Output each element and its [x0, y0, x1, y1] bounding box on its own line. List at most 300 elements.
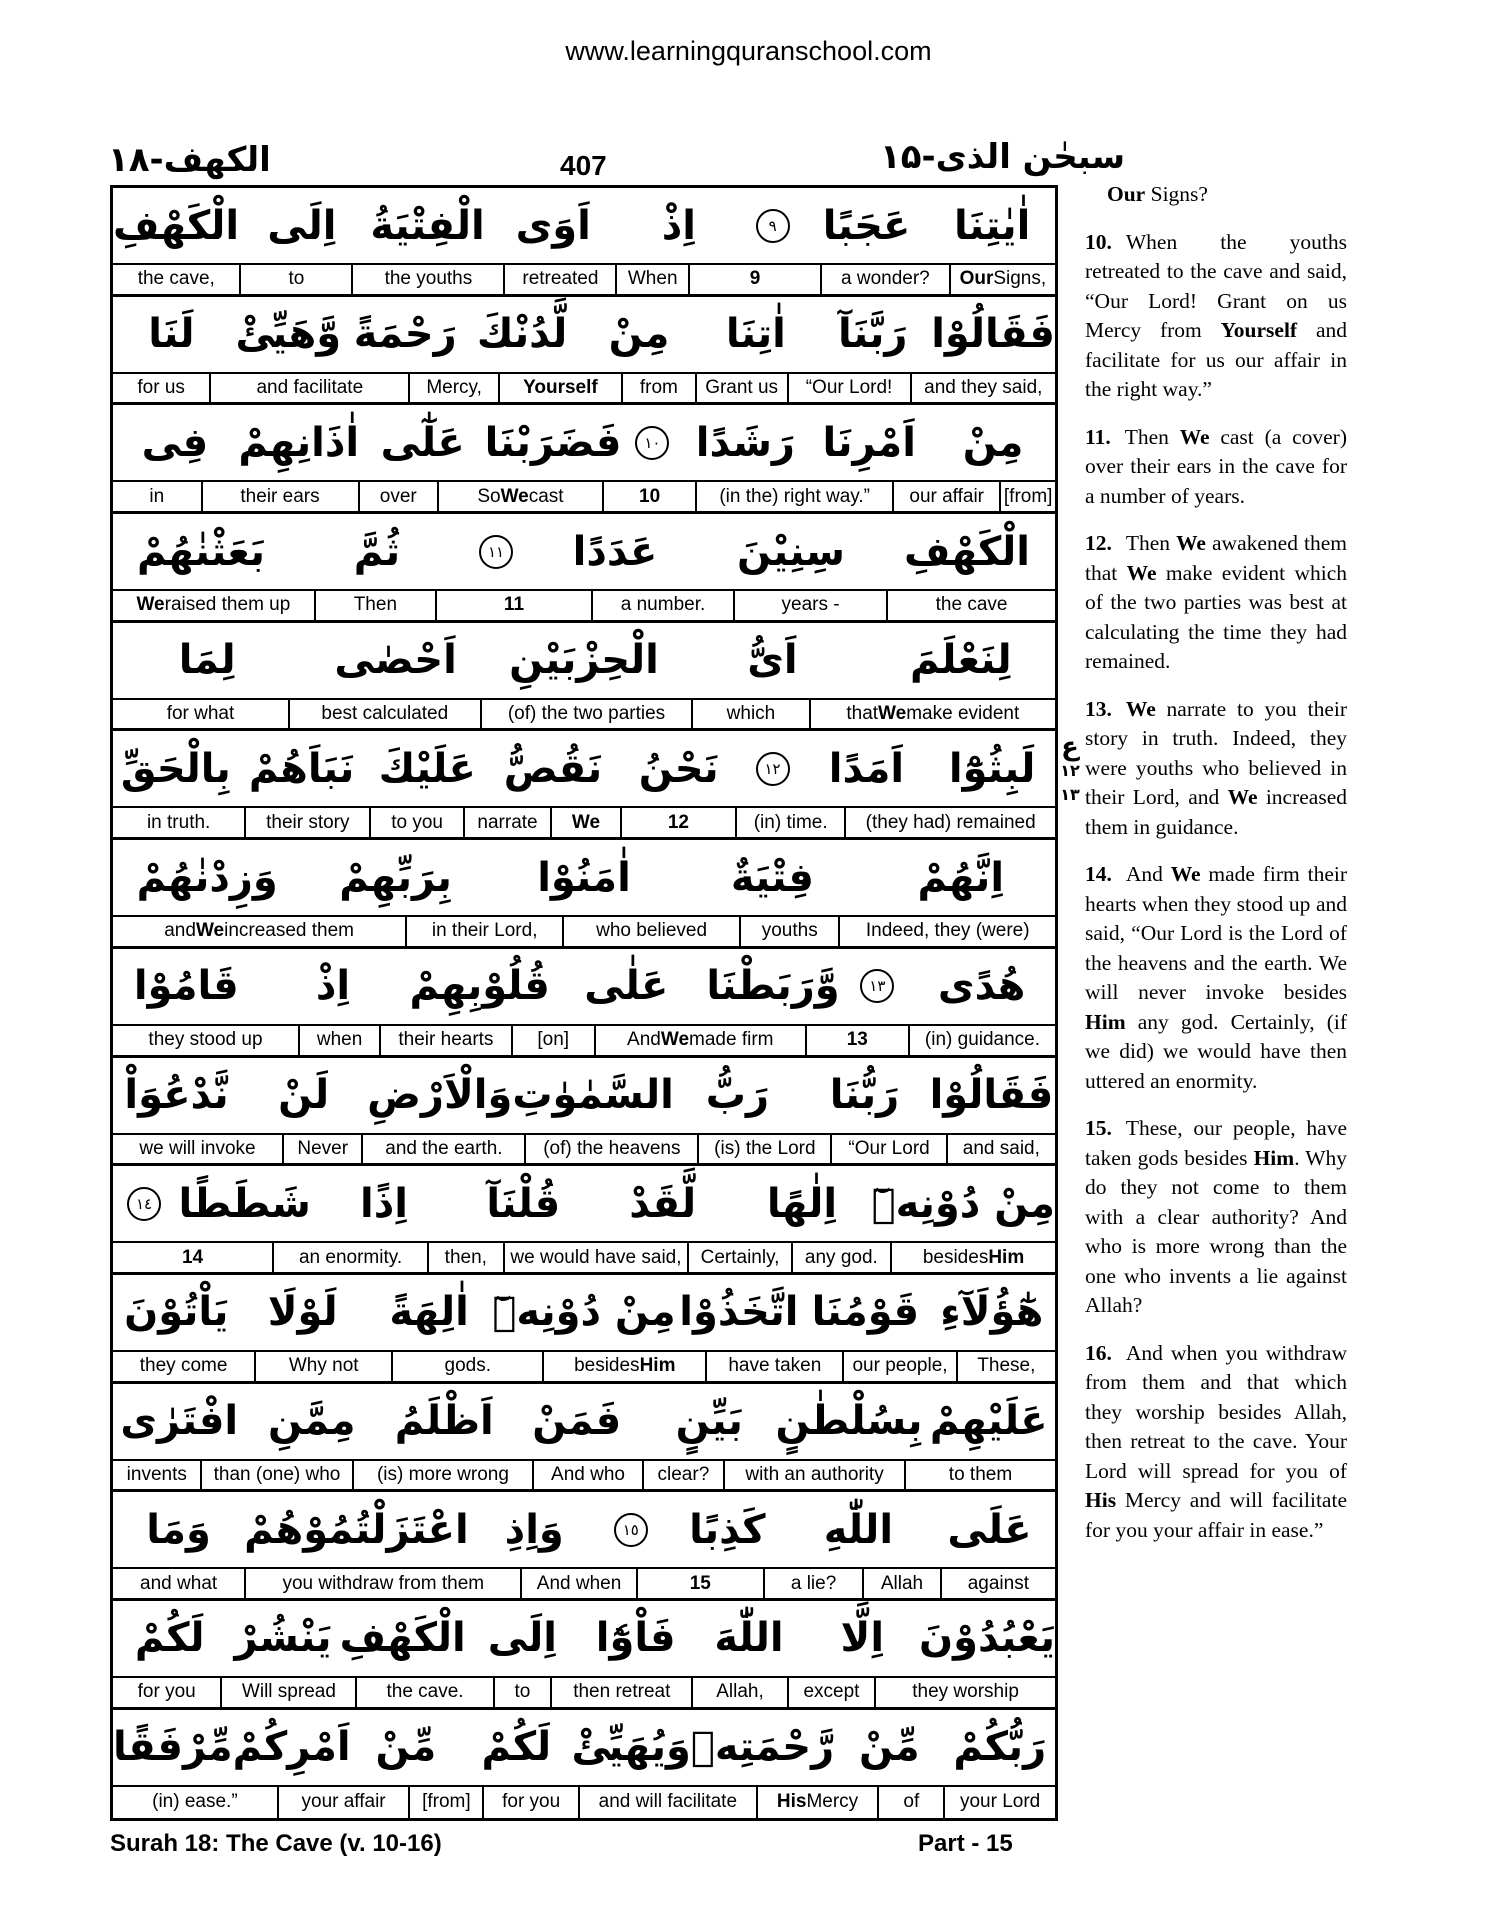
bold-emphasis: Him [639, 1355, 676, 1377]
translation-paragraph [1085, 695, 1347, 843]
word-by-word-table [110, 185, 1058, 1821]
arabic-word: لَّقَدْ [629, 1180, 697, 1227]
arabic-word: اَمْرِكُمْ [232, 1724, 351, 1771]
ruku-marker-letter: ع [1061, 732, 1079, 762]
verse-number: 12. [1085, 531, 1112, 555]
english-gloss-cell: and will facilitate [578, 1787, 756, 1819]
arabic-word: لَكُمْ [134, 1615, 205, 1662]
english-row [113, 1569, 1055, 1601]
bold-emphasis: His [1085, 1488, 1117, 1512]
arabic-word: یَاْتُوْنَ [124, 1289, 229, 1336]
english-gloss-cell: 15 [636, 1569, 763, 1598]
arabic-word: اَمَدًا [828, 745, 905, 792]
english-gloss-cell: And We made firm [594, 1026, 805, 1055]
bold-emphasis: We [195, 920, 225, 942]
translation-text: awakened them that [1085, 531, 1347, 585]
arabic-row [113, 949, 1055, 1026]
arabic-word: عَدَدًا [572, 528, 658, 575]
arabic-word: لَوْلَا [267, 1289, 338, 1336]
verse-number: 11. [1085, 424, 1111, 449]
arabic-word: اعْتَزَلْتُمُوْھُمْ [244, 1506, 469, 1553]
arabic-word: لَكُمْ [481, 1724, 552, 1771]
arabic-row [113, 188, 1055, 265]
ayah-number-marker: ١٠ [635, 426, 669, 460]
bold-emphasis: We [1227, 785, 1258, 809]
english-gloss-cell: Certainly, [687, 1243, 790, 1272]
arabic-word: وَّرَبَطْنَا [706, 963, 840, 1010]
translation-text: narrate to you their story in truth. Indeed, they were youths who believed in their Lord, and [1085, 696, 1347, 809]
arabic-word: فَقَالُوْا [931, 311, 1055, 358]
english-gloss-cell: Yourself [498, 374, 621, 403]
english-gloss-cell: their story [244, 808, 369, 837]
bold-emphasis: We [1125, 696, 1156, 721]
english-row [113, 917, 1055, 949]
english-gloss-cell: Indeed, they (were) [838, 917, 1055, 946]
arabic-word: بَیِّنٍ [675, 1398, 743, 1445]
translation-text: These, our people, have taken gods besides [1085, 1116, 1347, 1170]
english-gloss-cell: Allah, [691, 1678, 786, 1707]
arabic-word: عَلَیْھِمْ [929, 1398, 1048, 1445]
ayah-number-marker: ٩ [756, 209, 790, 243]
ayah-number-marker: ١٥ [614, 1513, 648, 1547]
arabic-word: فَاْوٗٓا [595, 1615, 676, 1662]
english-gloss-cell: any god. [791, 1243, 890, 1272]
arabic-word: اِلَّا [840, 1615, 885, 1662]
translation-text: And [1125, 862, 1171, 886]
arabic-row [113, 1384, 1055, 1461]
arabic-row [113, 1275, 1055, 1352]
english-gloss-cell: the cave. [355, 1678, 492, 1707]
english-gloss-cell: 14 [181, 1246, 204, 1268]
arabic-word: عَلَی [947, 1506, 1032, 1553]
translation-text: Then [1125, 531, 1177, 555]
arabic-word: قُلُوْبِھِمْ [409, 963, 550, 1010]
verse-row-pair [113, 1601, 1055, 1710]
arabic-word: اٰمَنُوْا [537, 854, 631, 901]
verse-row-pair [113, 405, 1055, 514]
arabic-word: اللّٰهَ [714, 1615, 784, 1662]
bold-emphasis: We [1179, 424, 1210, 449]
english-row [113, 374, 1055, 406]
arabic-word: اٰلِھَةً [389, 1289, 469, 1336]
bold-emphasis: We [878, 703, 907, 725]
english-gloss-cell: and what [140, 1572, 218, 1594]
bold-emphasis: We [136, 594, 165, 616]
bold-emphasis: Him [1253, 1145, 1295, 1170]
english-gloss-cell: (in the) right way.” [695, 482, 892, 511]
arabic-word: مِنْ دُوْنِهٖٓ [871, 1180, 1055, 1227]
english-gloss-cell: the cave [886, 591, 1055, 620]
arabic-word: عَلٰی [584, 963, 669, 1010]
english-gloss-cell: His Mercy [756, 1787, 878, 1819]
arabic-word: وَمَا [146, 1506, 211, 1553]
arabic-row [113, 623, 1055, 700]
verse-row-pair [113, 1058, 1055, 1167]
arabic-word: فَضَرَبْنَا [484, 419, 622, 466]
arabic-word: وَالْاَرْضِ [367, 1072, 513, 1118]
english-gloss-cell: your Lord [943, 1787, 1055, 1819]
site-url: www.learningquranschool.com [565, 36, 932, 66]
english-gloss-cell: youths [739, 917, 838, 946]
arabic-word: شَطَطًا [178, 1180, 311, 1227]
english-row [113, 482, 1055, 514]
english-gloss-cell: 9 [688, 265, 820, 294]
arabic-word: نَّدْعُوَاْ [124, 1072, 229, 1118]
arabic-word: اتَّخَذُوْا [679, 1289, 799, 1336]
translation-text: When the youths retreated to the cave and said, “Our Lord! Grant on us Mercy from [1085, 229, 1347, 342]
bold-emphasis: Him [988, 1246, 1025, 1268]
verse-row-pair [113, 1384, 1055, 1493]
english-gloss-cell: Never [282, 1135, 361, 1164]
english-gloss-cell: and We increased them [164, 920, 355, 942]
arabic-word: الْحِزْبَیْنِ [509, 637, 659, 684]
english-gloss-cell: (is) more wrong [352, 1461, 533, 1490]
english-gloss-cell: which [691, 700, 808, 729]
verse-row-pair [113, 1166, 1055, 1275]
english-gloss-cell: 10 [602, 482, 695, 511]
english-gloss-cell: And who [532, 1461, 641, 1490]
arabic-word: مِنْ [962, 419, 1024, 466]
english-gloss-cell: (in) ease.” [152, 1791, 238, 1813]
footer-part-label: Part - 15 [918, 1830, 1013, 1857]
arabic-word: نَقُصُّ [503, 745, 603, 792]
arabic-word: نَحْنُ [638, 745, 719, 792]
verse-number: 13. [1085, 696, 1112, 721]
english-gloss-cell: an enormity. [272, 1243, 427, 1272]
translation-column [1085, 180, 1347, 1563]
arabic-word: اِلٰھًا [766, 1180, 838, 1227]
arabic-word: بِسُلْطٰنٍ [775, 1398, 923, 1445]
arabic-word: اَیُّ [747, 637, 798, 684]
arabic-word: كَذِبًا [689, 1506, 766, 1553]
english-gloss-cell: When [615, 265, 688, 294]
arabic-word: رَبُّنَا [829, 1072, 900, 1118]
english-gloss-cell: besides Him [890, 1243, 1055, 1272]
part-name-arabic: سبحٰن الذی-۱۵ [880, 137, 1126, 177]
arabic-word: بِالْحَقِّ [120, 745, 231, 792]
footer-surah-label: Surah 18: The Cave (v. 10-16) [110, 1830, 442, 1857]
english-gloss-cell: [from] [999, 482, 1055, 511]
page-number: 407 [560, 150, 607, 181]
translation-text: made firm their hearts when they stood up and said, “Our Lord is the Lord of the heavens and the earth. We will never invoke besides [1085, 862, 1347, 1004]
english-gloss-cell: we would have said, [503, 1243, 688, 1272]
arabic-word: الْکَھْفِ [339, 1615, 466, 1662]
ruku-marker-number: ١٢ [1060, 761, 1080, 780]
arabic-row [113, 514, 1055, 591]
verse-row-pair [113, 297, 1055, 406]
english-gloss-cell: they stood up [148, 1029, 263, 1051]
english-gloss-cell: 12 [620, 808, 735, 837]
english-gloss-cell: These, [956, 1352, 1055, 1381]
english-gloss-cell: So We cast [437, 482, 602, 511]
english-gloss-cell: (in) guidance. [908, 1026, 1055, 1055]
english-gloss-cell: against [940, 1569, 1055, 1598]
translation-paragraph [1085, 423, 1347, 512]
english-gloss-cell: [from] [408, 1787, 482, 1819]
english-gloss-cell: their hearts [379, 1026, 510, 1055]
english-gloss-cell: to them [904, 1461, 1055, 1490]
arabic-word: لَبِثُوْٓا [948, 745, 1036, 792]
arabic-word: اَمْرِنَا [822, 419, 916, 466]
arabic-word: بِرَبِّھِمْ [339, 854, 452, 901]
english-row [113, 1461, 1055, 1493]
english-row [113, 1243, 1055, 1275]
english-gloss-cell: who believed [562, 917, 739, 946]
arabic-row [113, 297, 1055, 374]
arabic-word: السَّمٰوٰتِ [512, 1072, 674, 1118]
arabic-word: وَیُھَیِّئْ [571, 1724, 691, 1771]
english-gloss-cell: the youths [351, 265, 503, 294]
arabic-word: فِی [141, 419, 209, 466]
english-gloss-cell: your affair [277, 1787, 409, 1819]
english-gloss-cell: “Our Lord! [787, 374, 910, 403]
english-gloss-cell: retreated [503, 265, 615, 294]
arabic-word: لَّدُنْكَ [476, 311, 568, 358]
arabic-word: عَلٰٓی [380, 419, 465, 466]
arabic-word: اِذًا [360, 1180, 408, 1227]
bold-emphasis: We [500, 485, 529, 507]
english-gloss-cell: for you [137, 1681, 196, 1703]
translation-paragraph [1085, 1339, 1347, 1546]
translation-text: make evident which of the two parties was best at calculating the time they had remained. [1085, 560, 1347, 673]
arabic-word: اِلَی [267, 202, 337, 249]
arabic-row [113, 1166, 1055, 1243]
arabic-word: سِنِیْنَ [737, 528, 845, 575]
arabic-word: الْفِتْیَةُ [370, 202, 485, 249]
arabic-row [113, 731, 1055, 808]
arabic-word: اللّٰهِ [823, 1506, 894, 1553]
english-gloss-cell: “Our Lord [830, 1135, 945, 1164]
arabic-word: یَعْبُدُوْنَ [918, 1615, 1055, 1662]
english-gloss-cell: in [149, 485, 165, 507]
english-gloss-cell: Will spread [220, 1678, 355, 1707]
english-gloss-cell: for what [166, 703, 235, 725]
arabic-word: یَنْشُرْ [234, 1615, 332, 1662]
arabic-word: قَوْمُنَا [811, 1289, 920, 1336]
arabic-word: اٰتِنَا [725, 311, 786, 358]
english-gloss-cell: gods. [391, 1352, 542, 1381]
arabic-word: فَمَنْ [532, 1398, 622, 1445]
english-gloss-cell: a lie? [763, 1569, 862, 1598]
english-gloss-cell: invents [126, 1463, 187, 1485]
arabic-word: افْتَرٰی [120, 1398, 239, 1445]
arabic-word: رَّحْمَتِهٖ [690, 1724, 835, 1771]
arabic-word: اِذْ [315, 963, 351, 1010]
english-gloss-cell: to [239, 265, 351, 294]
arabic-word: رَحْمَةً [353, 311, 457, 358]
translation-text: cast (a cover) over their ears in the cave for a number of years. [1085, 424, 1347, 508]
english-gloss-cell: our people, [842, 1352, 955, 1381]
english-gloss-cell: that We make evident [809, 700, 1055, 729]
translation-text: and facilitate for us our affair in the right way.” [1085, 318, 1348, 401]
arabic-word: اَظْلَمُ [394, 1398, 494, 1445]
arabic-word: قَامُوْا [133, 963, 239, 1010]
english-gloss-cell: we will invoke [139, 1137, 256, 1159]
english-gloss-cell: to you [369, 808, 462, 837]
arabic-word: رَبُّ [705, 1072, 769, 1118]
english-gloss-cell: when [298, 1026, 379, 1055]
english-row [113, 1787, 1055, 1819]
english-gloss-cell: besides Him [542, 1352, 705, 1381]
arabic-word: الْکَھْفِ [113, 202, 240, 249]
english-row [113, 591, 1055, 623]
translation-paragraph [1085, 860, 1347, 1096]
english-gloss-cell: 13 [805, 1026, 908, 1055]
arabic-word: اَحْصٰی [334, 637, 457, 684]
english-gloss-cell: have taken [705, 1352, 842, 1381]
bold-emphasis: We [660, 1029, 690, 1051]
english-gloss-cell: with an authority [723, 1461, 904, 1490]
english-gloss-cell: Grant us [695, 374, 787, 403]
verse-row-pair [113, 623, 1055, 732]
arabic-word: مِنْ [608, 311, 670, 358]
arabic-word: رَبَّنَآ [838, 311, 908, 358]
bold-emphasis: Yourself [1220, 318, 1298, 342]
english-gloss-cell: years - [733, 591, 886, 620]
arabic-word: مِّنْ [375, 1724, 437, 1771]
english-gloss-cell: then retreat [550, 1678, 691, 1707]
verse-number: 14. [1085, 862, 1112, 886]
english-gloss-cell: a number. [591, 591, 733, 620]
arabic-word: عَجَبًا [822, 202, 911, 249]
arabic-word: لِمَا [178, 637, 236, 684]
english-gloss-cell: 11 [435, 591, 591, 620]
english-gloss-cell: in their Lord, [405, 917, 562, 946]
arabic-word: الْکَھْفِ [903, 528, 1031, 575]
arabic-word: رَبُّكُمْ [953, 1724, 1047, 1771]
english-row [113, 700, 1055, 732]
translation-text: Mercy and will facilitate for you your affair in ease.” [1085, 1488, 1347, 1542]
arabic-word: ھُدًی [937, 963, 1026, 1010]
verse-number: 15. [1085, 1116, 1112, 1140]
english-gloss-cell: except [787, 1678, 874, 1707]
arabic-row [113, 1710, 1055, 1787]
english-row [113, 1352, 1055, 1384]
verse-row-pair [113, 514, 1055, 623]
arabic-word: اِذْ [661, 202, 696, 249]
english-gloss-cell: best calculated [288, 700, 480, 729]
translation-paragraph [1085, 529, 1347, 677]
verse-row-pair [113, 949, 1055, 1058]
bold-emphasis: We [1176, 531, 1206, 555]
ruku-marker [1058, 732, 1082, 807]
ayah-number-marker: ١٢ [756, 752, 790, 786]
translation-text: . Why do they not come to them with a clear authority? And who is more wrong than the one who invents a lie against Allah? [1085, 1145, 1348, 1317]
translation-text: any god. Certainly, (if we did) we would have then uttered an enormity. [1085, 1009, 1347, 1093]
arabic-row [113, 405, 1055, 482]
arabic-row [113, 1058, 1055, 1135]
english-gloss-cell: than (one) who [200, 1461, 351, 1490]
arabic-word: ثُمَّ [353, 528, 401, 575]
english-gloss-cell: to [493, 1678, 551, 1707]
english-row [113, 1135, 1055, 1167]
arabic-word: نَبَاَھُمْ [248, 745, 355, 792]
english-gloss-cell: and they said, [910, 374, 1055, 403]
arabic-word: مِنْ دُوْنِهٖٓ [492, 1289, 676, 1336]
ayah-number-marker: ١٤ [127, 1187, 161, 1221]
arabic-word: قُلْنَآ [486, 1180, 561, 1227]
verse-number: 16. [1085, 1340, 1112, 1365]
arabic-word: اٰذَانِھِمْ [238, 419, 360, 466]
arabic-word: لَنَا [148, 311, 195, 358]
bold-emphasis: His [776, 1791, 807, 1813]
bold-emphasis: Our [1107, 182, 1146, 206]
english-gloss-cell: you withdraw from them [244, 1569, 520, 1598]
verse-row-pair [113, 188, 1055, 297]
english-gloss-cell: and facilitate [209, 374, 408, 403]
english-gloss-cell: a wonder? [820, 265, 949, 294]
ruku-marker-total: ١٣ [1060, 785, 1080, 804]
ayah-number-marker: ١١ [479, 535, 513, 569]
verse-row-pair [113, 731, 1055, 840]
bold-emphasis: We [1126, 560, 1157, 585]
translation-text: Signs? [1145, 182, 1208, 206]
arabic-word: فَقَالُوْا [929, 1072, 1054, 1118]
arabic-word: رَشَدًا [695, 419, 795, 466]
english-gloss-cell: (of) the heavens [524, 1135, 697, 1164]
english-gloss-cell: and said, [946, 1135, 1055, 1164]
verse-row-pair [113, 1710, 1055, 1819]
bold-emphasis: We [1170, 862, 1201, 886]
english-gloss-cell: over [358, 482, 437, 511]
arabic-word: اِنَّھُمْ [917, 854, 1005, 901]
verse-row-pair [113, 1492, 1055, 1601]
english-gloss-cell: and the earth. [361, 1135, 524, 1164]
arabic-word: بَعَثْنٰھُمْ [136, 528, 266, 575]
verse-row-pair [113, 1275, 1055, 1384]
arabic-word: ھٰٓؤُلَآءِ [940, 1289, 1044, 1336]
bold-emphasis: Our [959, 268, 994, 290]
arabic-word: وَزِدْنٰھُمْ [136, 854, 278, 901]
translation-paragraph [1085, 180, 1347, 210]
bold-emphasis: Him [1085, 1009, 1126, 1034]
arabic-word: اَوَی [515, 202, 591, 249]
english-gloss-cell: (of) the two parties [480, 700, 692, 729]
english-gloss-cell: Mercy, [408, 374, 498, 403]
arabic-word: وَّھَیِّئْ [235, 311, 342, 358]
arabic-word: وَاِذِ [504, 1506, 564, 1553]
english-gloss-cell: We raised them up [136, 594, 291, 616]
verse-number: 10. [1085, 229, 1112, 254]
english-gloss-cell: [on] [511, 1026, 594, 1055]
english-gloss-cell: for us [137, 377, 185, 399]
arabic-word: مِّرْفَقًا [112, 1724, 233, 1771]
english-gloss-cell: Then [314, 591, 435, 620]
english-gloss-cell: in truth. [146, 811, 211, 833]
english-gloss-cell: for you [482, 1787, 578, 1819]
english-gloss-cell: And when [520, 1569, 635, 1598]
arabic-word: مِّنْ [858, 1724, 920, 1771]
english-gloss-cell: We [550, 808, 620, 837]
english-row [113, 808, 1055, 840]
english-row [113, 265, 1055, 297]
english-gloss-cell: (is) the Lord [697, 1135, 830, 1164]
arabic-word: عَلَیْكَ [378, 745, 476, 792]
arabic-word: مِمَّنِ [267, 1398, 356, 1445]
english-gloss-cell: they worship [874, 1678, 1055, 1707]
english-gloss-cell: of [877, 1787, 943, 1819]
english-gloss-cell: Allah [862, 1569, 940, 1598]
arabic-word: اِلَی [487, 1615, 557, 1662]
english-gloss-cell: their ears [201, 482, 358, 511]
arabic-word: لَنْ [278, 1072, 330, 1118]
english-gloss-cell: our affair [892, 482, 999, 511]
english-gloss-cell: narrate [463, 808, 550, 837]
arabic-word: لِنَعْلَمَ [909, 637, 1012, 684]
translation-paragraph [1085, 1114, 1347, 1321]
english-row [113, 1026, 1055, 1058]
translation-text: Then [1124, 424, 1180, 449]
